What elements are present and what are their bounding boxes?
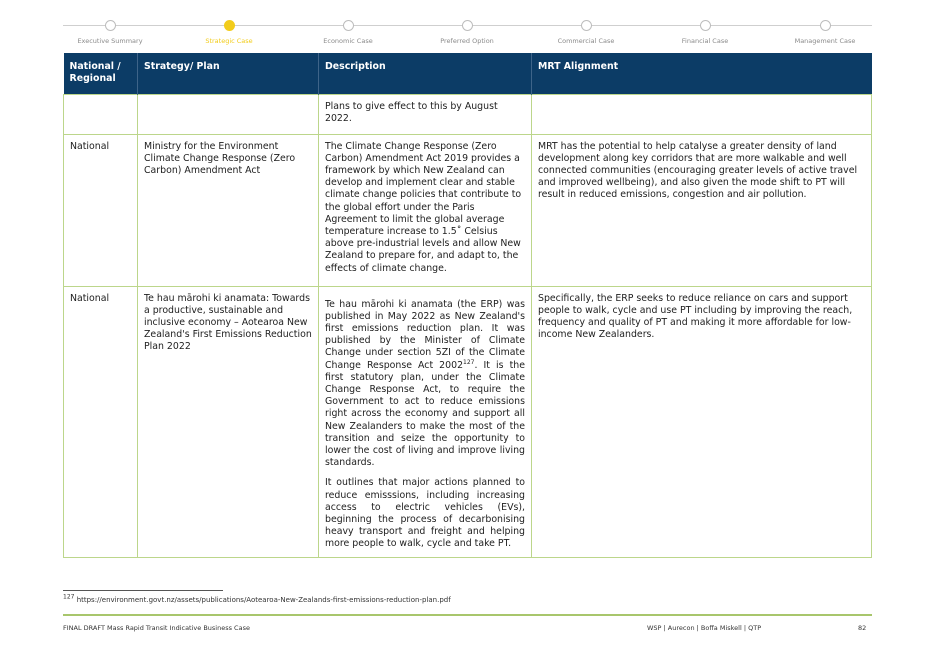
header-strategy-plan: Strategy/ Plan	[138, 53, 319, 94]
description-paragraph	[325, 299, 525, 470]
table-row	[64, 134, 872, 286]
step-label: Preferred Option	[440, 37, 494, 45]
step-marker	[105, 20, 116, 31]
step-label: Economic Case	[323, 37, 373, 45]
footnote-number: 127	[63, 593, 75, 601]
step-label: Commercial Case	[557, 37, 615, 45]
step-financial-case[interactable]	[645, 17, 765, 45]
description-paragraph: It outlines that major actions planned to reduce emisssions, including increasing access to electric vehicles (EVs), beginning the process of decarbonising heavy transport and freight and helping more people to walk, cycle and take PT.	[325, 477, 525, 550]
step-economic-case[interactable]	[288, 17, 408, 45]
footer-authors: WSP | Aurecon | Boffa Miskell | QTP	[647, 624, 762, 632]
step-strategic-case[interactable]	[169, 17, 289, 45]
table-header-row	[64, 53, 872, 94]
cell-level: National	[64, 134, 138, 286]
cell-plan: Te hau mārohi ki anamata: Towards a productive, sustainable and inclusive economy – Aotearoa New Zealand's First Emissions Reduction Plan 2022	[138, 286, 319, 557]
step-label: Strategic Case	[205, 37, 253, 45]
step-marker-active	[224, 20, 235, 31]
cell-description	[319, 134, 532, 286]
header-national-regional: National / Regional	[64, 53, 138, 94]
progress-nav	[63, 17, 872, 47]
footnote	[63, 593, 451, 604]
cell-alignment: MRT has the potential to help catalyse a greater density of land development along key corridors that are more walkable and well connected communities (encouraging greater levels of active travel and improved wellbeing), and also given the mode shift to PT will result in reduced emissions, congestion and air pollution.	[532, 134, 872, 286]
footnote-link[interactable]: https://environment.govt.nz/assets/publications/Aotearoa-New-Zealands-first-emissions-reduction-plan.pdf	[76, 596, 451, 604]
cell-alignment	[532, 94, 872, 134]
table-row	[64, 94, 872, 134]
footnote-reference[interactable]: 127	[463, 358, 475, 366]
step-preferred-option[interactable]	[407, 17, 527, 45]
footer-divider	[63, 614, 872, 616]
step-label: Management Case	[794, 37, 856, 45]
step-label: Executive Summary	[77, 37, 143, 45]
step-management-case[interactable]	[765, 17, 885, 45]
step-marker	[581, 20, 592, 31]
step-marker	[820, 20, 831, 31]
footer-document-title: FINAL DRAFT Mass Rapid Transit Indicative Business Case	[63, 624, 250, 632]
cell-level	[64, 94, 138, 134]
step-marker	[343, 20, 354, 31]
description-paragraph: Plans to give effect to this by August 2022.	[325, 100, 498, 124]
footnote-divider	[63, 590, 223, 591]
page-number: 82	[858, 624, 867, 632]
cell-description	[319, 94, 532, 134]
cell-description	[319, 286, 532, 557]
cell-plan: Ministry for the Environment Climate Change Response (Zero Carbon) Amendment Act	[138, 134, 319, 286]
strategy-alignment-table	[63, 53, 872, 558]
cell-alignment: Specifically, the ERP seeks to reduce reliance on cars and support people to walk, cycle and use PT including by improving the reach, frequency and quality of PT and making it more affordable for low-income New Zealanders.	[532, 286, 872, 557]
description-paragraph: The Climate Change Response (Zero Carbon) Amendment Act 2019 provides a framework by which New Zealand can develop and implement clear and stable climate change policies that contribute to the global effort under the Paris Agreement to limit the global average temperature increase to 1.5˚ Celsius above pre-industrial levels and allow New Zealand to prepare for, and adapt to, the effects of climate change.	[325, 140, 522, 274]
step-marker	[700, 20, 711, 31]
header-mrt-alignment: MRT Alignment	[532, 53, 872, 94]
header-description: Description	[319, 53, 532, 94]
table-row	[64, 286, 872, 557]
step-executive-summary[interactable]	[50, 17, 170, 45]
step-label: Financial Case	[681, 37, 729, 45]
cell-plan	[138, 94, 319, 134]
step-marker	[462, 20, 473, 31]
description-text: Te hau mārohi ki anamata (the ERP) was published in May 2022 as New Zealand's first emissions reduction plan. It was published by the Minister of Climate Change under section 5ZI of the Climate Change Response Act 2002	[325, 298, 525, 371]
description-text: . It is the first statutory plan, under the Climate Change Response Act, to require the Government to act to reduce emissions right across the economy and support all New Zealanders to make the most of the transition and seize the opportunity to lower the cost of living and improve living standards.	[325, 359, 525, 469]
step-commercial-case[interactable]	[526, 17, 646, 45]
cell-level: National	[64, 286, 138, 557]
